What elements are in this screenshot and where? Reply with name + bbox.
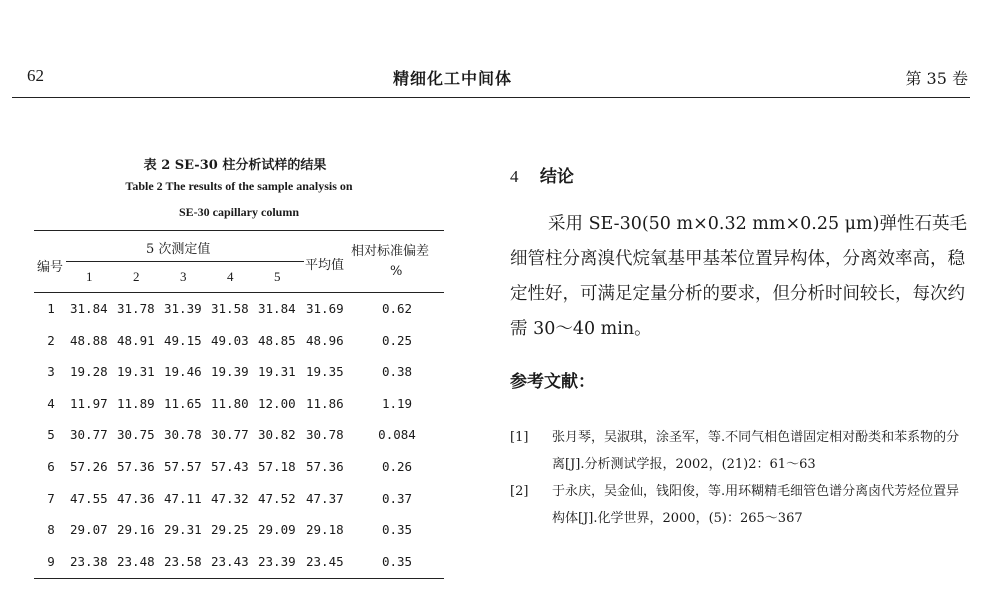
table-caption-en-line2: SE-30 capillary column [178,205,299,219]
table-bottom-rule [34,578,444,579]
reference-text: 于永庆，吴金仙，钱阳俊，等.用环糊精毛细管色谱分离卤代芳烃位置异构体[J].化学世界，2000，(5)：265～367 [552,484,960,526]
table-row [34,459,444,479]
cell-rsd: 0.084 [378,427,416,443]
cell-run-1: 57.26 [70,459,108,474]
reference-number: [1] [510,430,529,445]
cell-run-1: 29.07 [70,522,108,538]
cell-run-2: 47.36 [117,490,155,506]
references-heading: 参考文献： [510,372,595,392]
reference-item [510,478,972,532]
cell-run-1: 31.84 [70,301,108,316]
cell-run-5: 48.85 [258,332,296,348]
cell-id: 2 [47,332,55,348]
journal-title: 精细化工中间体 [393,69,513,88]
cell-rsd: 0.35 [381,522,413,538]
cell-run-2: 57.36 [117,459,155,474]
cell-run-3: 23.58 [164,553,202,569]
cell-run-2: 29.16 [117,522,155,538]
cell-avg: 57.36 [306,459,344,474]
cell-run-1: 11.97 [70,395,108,411]
page-header [0,0,1000,100]
header-rsd: 相对标准偏差 [351,244,430,259]
header-run-3: 3 [180,269,187,284]
cell-run-1: 19.28 [70,364,108,380]
reference-text: 张月琴，吴淑琪，涂圣军，等.不同气相色谱固定相对酚类和苯系物的分离[J].分析测试学报，2002，(21)2：61～63 [552,430,960,472]
header-group-rule [66,261,304,262]
cell-id: 8 [47,522,55,538]
cell-run-4: 30.77 [211,427,249,443]
header-id: 编号 [37,260,64,275]
cell-avg: 30.78 [306,427,344,443]
conclusion-text: 采用 SE-30(50 m×0.32 mm×0.25 μm)弹性石英毛细管柱分离溴代烷氧基甲基苯位置异构体，分离效率高，稳定性好，可满足定量分析的要求，但分析时间较长，每次约需 30～40 min。 [510,214,967,339]
cell-run-3: 11.65 [164,395,202,411]
table-row [34,491,444,511]
cell-run-3: 29.31 [164,522,202,538]
cell-id: 5 [47,427,55,443]
cell-run-2: 30.75 [117,427,155,443]
cell-run-5: 12.00 [258,395,296,411]
cell-id: 7 [47,490,55,506]
cell-run-3: 47.11 [164,490,202,506]
cell-run-5: 19.31 [258,364,296,380]
cell-run-5: 29.09 [258,522,296,538]
cell-avg: 19.35 [306,364,344,380]
cell-id: 4 [47,395,55,411]
table-row [34,333,444,353]
cell-avg: 48.96 [306,332,344,348]
header-avg: 平均值 [305,258,345,273]
header-rsd-unit: % [390,264,403,279]
table-caption-cn: 表 2 SE-30 柱分析试样的结果 [143,158,327,173]
cell-run-3: 19.46 [164,364,202,380]
cell-run-4: 23.43 [211,553,249,569]
cell-run-5: 31.84 [258,301,296,316]
table-row [34,427,444,447]
section-title: 结论 [539,167,574,187]
page-number: 62 [27,66,44,85]
table-row [34,396,444,416]
cell-id: 1 [47,301,55,316]
header-run-4: 4 [227,269,234,284]
cell-run-2: 19.31 [117,364,155,380]
section-number: 4 [510,167,519,186]
table-header-rule [34,292,444,293]
cell-run-4: 29.25 [211,522,249,538]
cell-run-3: 31.39 [164,301,202,316]
reference-number: [2] [510,484,529,499]
header-group: 5 次测定值 [146,242,211,257]
table-top-rule [34,230,444,231]
header-rule [12,97,970,98]
cell-run-1: 47.55 [70,490,108,506]
cell-run-4: 11.80 [211,395,249,411]
volume-label: 第 35 卷 [905,69,968,88]
header-run-5: 5 [274,269,281,284]
table-row [34,364,444,384]
header-run-2: 2 [133,269,140,284]
cell-rsd: 0.62 [381,301,413,316]
cell-avg: 47.37 [306,490,344,506]
cell-run-4: 31.58 [211,301,249,316]
table-row [34,554,444,574]
cell-avg: 11.86 [306,395,344,411]
cell-run-2: 48.91 [117,332,155,348]
cell-run-4: 49.03 [211,332,249,348]
cell-run-3: 49.15 [164,332,202,348]
cell-run-1: 48.88 [70,332,108,348]
cell-id: 9 [47,553,55,569]
cell-rsd: 0.25 [381,332,413,348]
conclusion-paragraph [510,207,972,347]
table-row [34,522,444,542]
cell-run-1: 23.38 [70,553,108,569]
cell-rsd: 0.38 [381,364,413,380]
cell-run-4: 57.43 [211,459,249,474]
cell-run-2: 23.48 [117,553,155,569]
cell-rsd: 1.19 [381,395,413,411]
table-row [34,301,444,321]
cell-run-4: 19.39 [211,364,249,380]
cell-run-4: 47.32 [211,490,249,506]
cell-run-5: 47.52 [258,490,296,506]
header-run-1: 1 [86,269,93,284]
cell-id: 6 [47,459,55,474]
cell-rsd: 0.37 [381,490,413,506]
cell-rsd: 0.26 [381,459,413,474]
cell-run-2: 31.78 [117,301,155,316]
cell-run-3: 57.57 [164,459,202,474]
cell-run-2: 11.89 [117,395,155,411]
cell-rsd: 0.35 [381,553,413,569]
cell-avg: 23.45 [306,553,344,569]
cell-run-5: 30.82 [258,427,296,443]
cell-avg: 31.69 [306,301,344,316]
section-heading [510,162,574,187]
table-caption-en-line1: Table 2 The results of the sample analysis on [125,179,353,193]
cell-run-3: 30.78 [164,427,202,443]
reference-item [510,424,972,478]
cell-run-5: 57.18 [258,459,296,474]
cell-avg: 29.18 [306,522,344,538]
cell-id: 3 [47,364,55,380]
cell-run-1: 30.77 [70,427,108,443]
cell-run-5: 23.39 [258,553,296,569]
